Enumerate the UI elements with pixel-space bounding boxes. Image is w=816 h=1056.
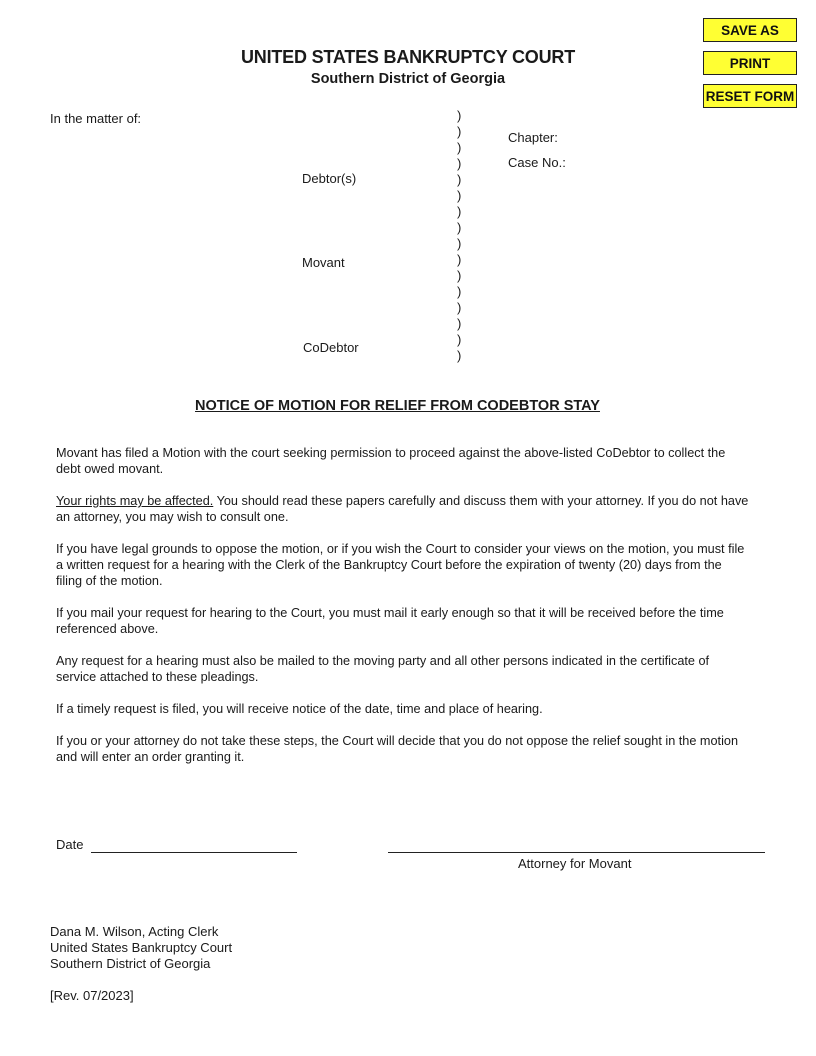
caption-paren: )	[457, 268, 462, 283]
caption-paren: )	[457, 204, 462, 219]
date-label: Date	[56, 837, 84, 852]
reset-form-button[interactable]: RESET FORM	[703, 84, 797, 108]
clerk-court: United States Bankruptcy Court	[50, 940, 233, 955]
notice-paragraph-text: You should read these papers carefully and discuss them with your attorney. If you do not have an attorney, you may wish to consult one.	[56, 494, 749, 524]
debtors-label: Debtor(s)	[302, 171, 357, 186]
caption-paren: )	[457, 220, 462, 235]
caption-divider	[457, 108, 461, 364]
clerk-district: Southern District of Georgia	[50, 956, 211, 971]
caption-paren: )	[457, 252, 462, 267]
save-as-button[interactable]: SAVE AS	[703, 18, 797, 42]
caption-paren: )	[457, 140, 462, 155]
in-matter-label: In the matter of:	[50, 111, 142, 126]
caption-paren: )	[457, 316, 462, 331]
case-number-label: Case No.:	[508, 155, 566, 170]
chapter-label: Chapter:	[508, 130, 558, 145]
caption-paren: )	[457, 236, 462, 251]
caption-paren: )	[457, 108, 462, 123]
notice-title: NOTICE OF MOTION FOR RELIEF FROM CODEBTOR STAY	[195, 398, 600, 414]
notice-paragraph	[56, 493, 751, 525]
caption-paren: )	[457, 172, 462, 187]
caption-paren: )	[457, 332, 462, 347]
clerk-name: Dana M. Wilson, Acting Clerk	[50, 924, 219, 939]
date-field[interactable]	[91, 852, 297, 853]
notice-paragraph: If you mail your request for hearing to the Court, you must mail it early enough so that it will be received before the time referenced above.	[56, 606, 724, 636]
clerk-block	[50, 924, 232, 972]
codebtor-label: CoDebtor	[303, 340, 359, 355]
attorney-label: Attorney for Movant	[518, 856, 632, 871]
caption-paren: )	[457, 124, 462, 139]
revision-label: [Rev. 07/2023]	[50, 988, 134, 1003]
notice-paragraph: If you have legal grounds to oppose the motion, or if you wish the Court to consider your views on the motion, you must file a written request for a hearing with the Clerk of the Bankruptcy Court before the expiration of twenty (20) days from the filing of the motion.	[56, 542, 745, 588]
notice-paragraph: Any request for a hearing must also be mailed to the moving party and all other persons indicated in the certificate of service attached to these pleadings.	[56, 654, 710, 684]
caption-paren: )	[457, 284, 462, 299]
notice-paragraph: If you or your attorney do not take these steps, the Court will decide that you do not oppose the relief sought in the motion and will enter an order granting it.	[56, 734, 739, 764]
court-title: UNITED STATES BANKRUPTCY COURT	[240, 47, 575, 67]
attorney-signature-field[interactable]	[388, 852, 765, 853]
movant-label: Movant	[302, 255, 345, 270]
caption-paren: )	[457, 156, 462, 171]
caption-paren: )	[457, 300, 462, 315]
caption-paren: )	[457, 348, 462, 363]
court-district: Southern District of Georgia	[310, 71, 506, 87]
notice-paragraph: Movant has filed a Motion with the court seeking permission to proceed against the above-listed CoDebtor to collect the debt owed movant.	[56, 446, 726, 476]
rights-warning: Your rights may be affected.	[56, 494, 214, 508]
caption-paren: )	[457, 188, 462, 203]
print-button[interactable]: PRINT	[703, 51, 797, 75]
notice-paragraph: If a timely request is filed, you will receive notice of the date, time and place of hearing.	[56, 702, 543, 716]
